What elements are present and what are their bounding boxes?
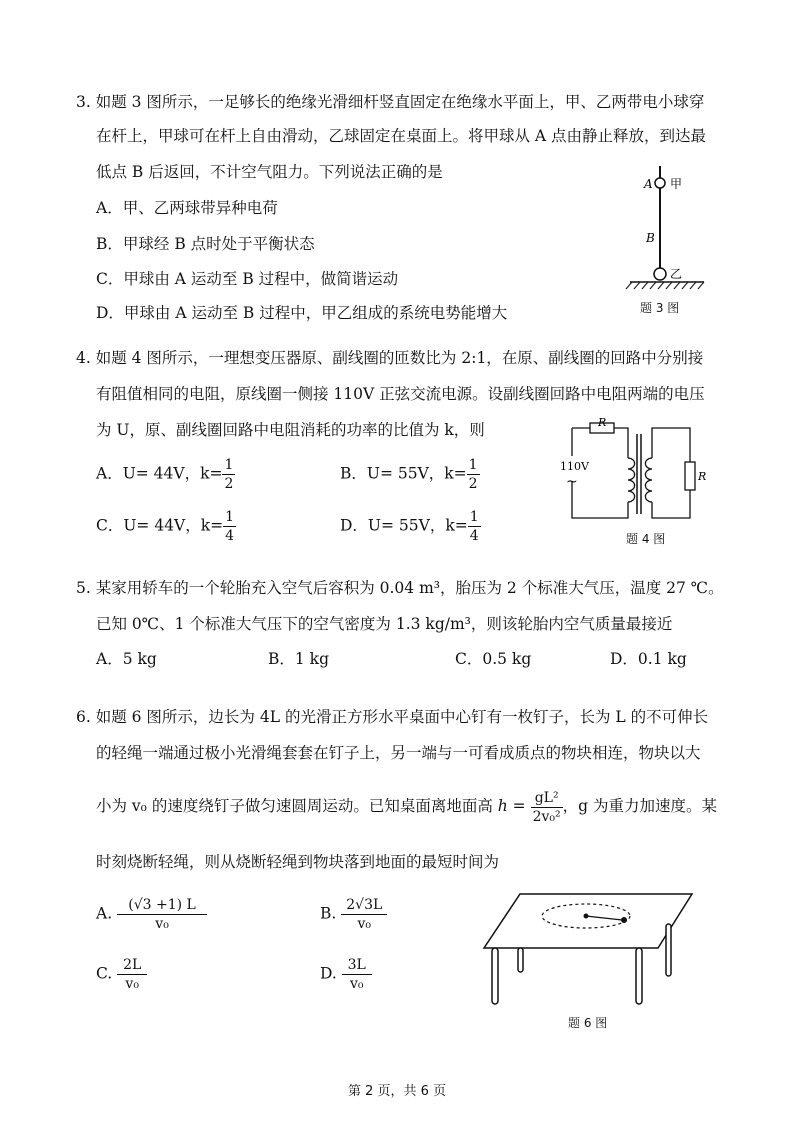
q6-stem-line3-post: ，g 为重力加速度。某 <box>562 797 718 815</box>
q6-leg-back-left <box>518 948 523 972</box>
q4-option-c-fraction <box>223 508 236 545</box>
q6-option-d-den: v₀ <box>349 976 364 992</box>
q6-option-d-text: D. <box>320 964 337 983</box>
q6-formula-fraction <box>531 789 563 826</box>
q4-option-b-text: B．U= 55V，k= <box>340 464 467 483</box>
q4-option-a-den: 2 <box>224 476 234 492</box>
q6-option-a-num: (√3 +1) L <box>117 896 207 915</box>
q6-formula-den: 2v₀² <box>532 808 561 825</box>
q4-label-r1: R <box>598 416 607 429</box>
q6-option-b-text: B. <box>320 904 337 923</box>
q4-primary-wire <box>572 428 628 518</box>
q6-option-a-text: A. <box>96 904 113 923</box>
q6-tabletop <box>484 894 692 948</box>
q3-option-a: A．甲、乙两球带异种电荷 <box>96 199 278 217</box>
q6-stem-line4: 时刻烧断轻绳，则从烧断轻绳到物块落到地面的最短时间为 <box>96 853 500 871</box>
q4-figure-caption: 题 4 图 <box>626 532 666 546</box>
q6-option-b-num: 2√3L <box>341 896 387 915</box>
q4-option-d-text: D．U= 55V，k= <box>340 516 468 535</box>
q5-stem-line2: 已知 0℃、1 个标准大气压下的空气密度为 1.3 kg/m³，则该轮胎内空气质量最接近 <box>96 615 673 633</box>
q4-stem-line2: 有阻值相同的电阻，原线圈一侧接 110V 正弦交流电源。设副线圈回路中电阻两端的电压 <box>96 385 705 403</box>
q3-ball-jia <box>655 178 665 188</box>
q3-stem-line1: 3. 如题 3 图所示，一足够长的绝缘光滑细杆竖直固定在绝缘水平面上，甲、乙两带电小球穿 <box>76 93 705 111</box>
q5-option-b: B．1 kg <box>268 650 329 668</box>
q6-option-a-den: v₀ <box>155 916 169 932</box>
q6-option-d-fraction <box>342 956 372 993</box>
q6-formula-h: h = <box>497 797 526 815</box>
q3-label-a: A <box>644 177 653 191</box>
q4-stem-line1: 4. 如题 4 图所示，一理想变压器原、副线圈的匝数比为 2:1，在原、副线圈的回路中分别接 <box>76 349 704 367</box>
q5-stem-line1: 5. 某家用轿车的一个轮胎充入空气后容积为 0.04 m³，胎压为 2 个标准大气压，温度 27 ℃。 <box>76 579 724 597</box>
q6-option-d-num: 3L <box>342 956 372 975</box>
q6-option-c-text: C. <box>96 964 113 983</box>
q4-option-a-num: 1 <box>224 457 234 473</box>
q4-label-tilde: ~ <box>566 474 578 490</box>
q4-resistor-secondary <box>685 462 695 490</box>
q6-option-c-num: 2L <box>117 956 147 975</box>
q3-ground-hatch <box>626 282 704 289</box>
page-footer: 第 2 页，共 6 页 <box>348 1084 447 1099</box>
q3-option-b: B．甲球经 B 点时处于平衡状态 <box>96 235 315 253</box>
q4-option-c-text: C．U= 44V，k= <box>96 516 224 535</box>
q6-leg-back-right <box>666 924 671 976</box>
q5-option-a: A．5 kg <box>96 650 157 668</box>
q6-option-a-fraction <box>117 896 207 933</box>
q4-option-c <box>96 508 236 545</box>
q6-figure <box>480 890 695 1010</box>
q6-option-c-fraction <box>117 956 147 993</box>
q3-label-b: B <box>646 231 655 245</box>
q6-option-c <box>96 956 147 993</box>
q6-formula-num: gL² <box>531 789 563 808</box>
q5-option-d: D．0.1 kg <box>610 650 687 668</box>
q4-option-b-fraction <box>467 456 480 493</box>
q6-option-a <box>96 896 207 933</box>
q3-stem-line3: 低点 B 后返回，不计空气阻力。下列说法正确的是 <box>96 163 443 181</box>
q6-option-b-den: v₀ <box>357 916 372 932</box>
q3-label-yi: 乙 <box>670 267 683 281</box>
q3-figure-caption: 题 3 图 <box>640 301 680 315</box>
q6-stem-line3-pre: 小为 v₀ 的速度绕钉子做匀速圆周运动。已知桌面离地面高 <box>96 797 493 815</box>
q3-stem-line2: 在杆上，甲球可在杆上自由滑动，乙球固定在桌面上。将甲球从 A 点由静止释放，到达最 <box>96 127 707 145</box>
q3-option-d: D．甲球由 A 运动至 B 过程中，甲乙组成的系统电势能增大 <box>96 304 508 322</box>
q3-figure <box>620 158 720 318</box>
q4-primary-coil <box>628 458 635 502</box>
q4-label-r2: R <box>698 470 707 483</box>
q4-secondary-wire <box>652 428 690 518</box>
q6-block <box>621 917 627 923</box>
q4-option-a-text: A．U= 44V，k= <box>96 464 223 483</box>
q4-option-d <box>340 508 481 545</box>
q4-option-c-num: 1 <box>225 509 235 525</box>
q6-stem-line2: 的轻绳一端通过极小光滑绳套套在钉子上，另一端与一可看成质点的物块相连，物块以大 <box>96 744 701 762</box>
q4-option-b <box>340 456 480 493</box>
q6-leg-front-left <box>492 948 498 1004</box>
q4-option-d-num: 1 <box>469 509 479 525</box>
q3-option-c: C．甲球由 A 运动至 B 过程中，做简谐运动 <box>96 270 399 288</box>
q6-option-d <box>320 956 372 993</box>
q4-option-d-den: 4 <box>469 528 479 544</box>
q3-ball-yi <box>654 268 666 280</box>
q4-option-b-num: 1 <box>468 457 478 473</box>
q4-label-source: 110V <box>560 460 589 473</box>
q4-stem-line3: 为 U，原、副线圈回路中电阻消耗的功率的比值为 k，则 <box>96 421 485 439</box>
q5-option-c: C．0.5 kg <box>455 650 532 668</box>
q6-figure-caption: 题 6 图 <box>568 1016 608 1030</box>
q3-label-jia: 甲 <box>670 177 683 191</box>
q4-secondary-coil <box>645 458 652 502</box>
q6-stem-line3 <box>96 786 717 826</box>
q6-option-b-fraction <box>341 896 387 933</box>
q6-option-b <box>320 896 387 933</box>
q4-option-a <box>96 456 235 493</box>
q4-figure <box>560 418 710 528</box>
q4-option-b-den: 2 <box>468 476 478 492</box>
q6-leg-front-right <box>636 948 642 1004</box>
q6-nail <box>584 914 589 919</box>
q4-option-d-fraction <box>468 508 481 545</box>
q6-option-c-den: v₀ <box>125 976 139 992</box>
q4-option-c-den: 4 <box>225 528 235 544</box>
q4-option-a-fraction <box>222 456 235 493</box>
q6-stem-line1: 6. 如题 6 图所示，边长为 4L 的光滑正方形水平桌面中心钉有一枚钉子，长为 L 的不可伸长 <box>76 708 709 726</box>
